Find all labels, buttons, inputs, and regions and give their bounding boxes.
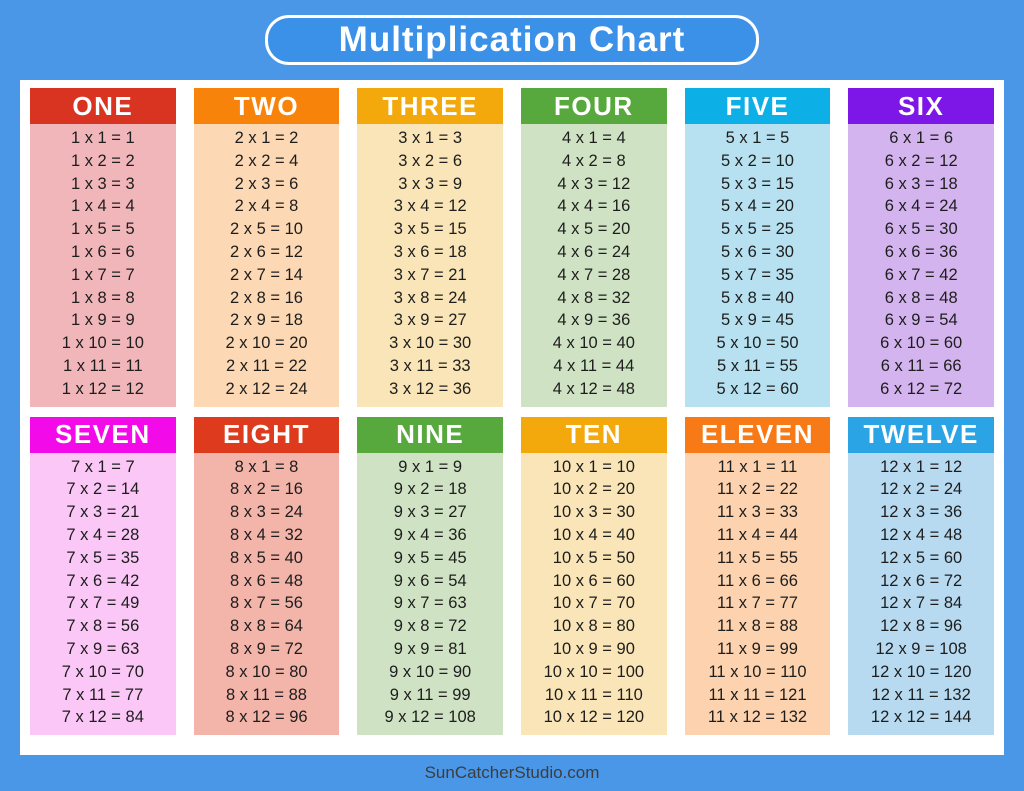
fact-row: 2 x 2 = 4 (234, 151, 299, 170)
fact-row: 4 x 11 = 44 (553, 356, 635, 375)
fact-row: 5 x 8 = 40 (721, 288, 794, 307)
table-body-three (357, 124, 503, 407)
fact-row: 7 x 5 = 35 (66, 548, 140, 567)
fact-row: 1 x 1 = 1 (70, 129, 135, 147)
fact-row: 1 x 4 = 4 (70, 197, 135, 216)
fact-row: 9 x 11 = 99 (389, 685, 471, 704)
fact-row: 10 x 1 = 10 (552, 457, 635, 476)
fact-row: 7 x 10 = 70 (61, 662, 144, 681)
fact-row: 7 x 8 = 56 (66, 617, 140, 636)
table-header-nine: NINE (357, 417, 503, 453)
fact-row: 2 x 7 = 14 (230, 265, 303, 284)
table-body-six (848, 124, 994, 407)
fact-row: 12 x 12 = 144 (870, 708, 972, 727)
fact-row: 12 x 4 = 48 (880, 525, 963, 544)
fact-row: 7 x 6 = 42 (66, 571, 140, 590)
table-body-two (194, 124, 340, 407)
fact-row: 12 x 11 = 132 (871, 685, 971, 704)
fact-row: 8 x 10 = 80 (225, 662, 308, 681)
fact-row: 7 x 12 = 84 (61, 708, 144, 727)
fact-row: 2 x 3 = 6 (234, 174, 299, 193)
fact-row: 4 x 9 = 36 (557, 311, 631, 330)
fact-row: 2 x 12 = 24 (225, 379, 308, 398)
fact-row: 3 x 2 = 6 (398, 151, 463, 170)
fact-row: 4 x 12 = 48 (552, 379, 635, 398)
table-body-four (521, 124, 667, 407)
fact-row: 5 x 12 = 60 (716, 379, 799, 398)
fact-row: 2 x 1 = 2 (234, 129, 299, 147)
fact-row: 2 x 4 = 8 (234, 197, 299, 216)
fact-row: 2 x 11 = 22 (226, 356, 307, 375)
fact-row: 6 x 8 = 48 (884, 288, 958, 307)
fact-row: 1 x 9 = 9 (70, 311, 135, 330)
fact-row: 3 x 6 = 18 (393, 242, 467, 261)
fact-row: 5 x 6 = 30 (721, 242, 794, 261)
fact-row: 12 x 3 = 36 (880, 503, 963, 522)
fact-row: 1 x 5 = 5 (70, 220, 135, 239)
fact-row: 8 x 2 = 16 (230, 480, 303, 499)
fact-row: 4 x 8 = 32 (557, 288, 631, 307)
fact-row: 5 x 9 = 45 (721, 311, 794, 330)
fact-row: 3 x 8 = 24 (393, 288, 467, 307)
table-header-seven: SEVEN (30, 417, 176, 453)
fact-row: 7 x 3 = 21 (66, 503, 140, 522)
fact-row: 4 x 4 = 16 (557, 197, 631, 216)
fact-row: 9 x 5 = 45 (393, 548, 467, 567)
fact-row: 9 x 2 = 18 (393, 480, 467, 499)
fact-row: 8 x 6 = 48 (230, 571, 303, 590)
fact-row: 11 x 8 = 88 (717, 617, 798, 636)
fact-row: 1 x 2 = 2 (70, 151, 135, 170)
fact-row: 11 x 9 = 99 (717, 639, 798, 658)
fact-row: 8 x 8 = 64 (230, 617, 303, 636)
fact-row: 5 x 7 = 35 (721, 265, 794, 284)
fact-row: 10 x 12 = 120 (543, 708, 645, 727)
fact-row: 5 x 1 = 5 (725, 129, 790, 147)
fact-row: 9 x 9 = 81 (393, 639, 467, 658)
fact-row: 5 x 5 = 25 (721, 220, 794, 239)
fact-row: 4 x 5 = 20 (557, 220, 631, 239)
table-column-twelve (848, 417, 994, 736)
table-header-eight: EIGHT (194, 417, 340, 453)
fact-row: 3 x 11 = 33 (389, 356, 471, 375)
table-body-five (685, 124, 831, 407)
fact-row: 7 x 7 = 49 (66, 594, 140, 613)
fact-row: 8 x 5 = 40 (230, 548, 303, 567)
fact-row: 12 x 9 = 108 (875, 639, 967, 658)
fact-row: 9 x 6 = 54 (393, 571, 467, 590)
fact-row: 6 x 5 = 30 (884, 220, 958, 239)
table-column-eleven (685, 417, 831, 736)
fact-row: 6 x 7 = 42 (884, 265, 958, 284)
fact-row: 4 x 1 = 4 (561, 129, 626, 147)
fact-row: 2 x 5 = 10 (230, 220, 303, 239)
fact-row: 12 x 1 = 12 (880, 457, 963, 476)
fact-row: 12 x 5 = 60 (880, 548, 963, 567)
fact-row: 11 x 2 = 22 (717, 480, 798, 499)
fact-row: 4 x 10 = 40 (552, 334, 635, 353)
fact-row: 1 x 3 = 3 (70, 174, 135, 193)
fact-row: 11 x 1 = 11 (717, 457, 798, 476)
fact-row: 6 x 10 = 60 (880, 334, 963, 353)
fact-row: 1 x 10 = 10 (61, 334, 144, 353)
fact-row: 5 x 10 = 50 (716, 334, 799, 353)
fact-row: 3 x 1 = 3 (398, 129, 463, 147)
table-body-nine (357, 453, 503, 736)
table-header-eleven: ELEVEN (685, 417, 831, 453)
fact-row: 6 x 9 = 54 (884, 311, 958, 330)
fact-row: 3 x 9 = 27 (393, 311, 467, 330)
table-header-twelve: TWELVE (848, 417, 994, 453)
fact-row: 12 x 2 = 24 (880, 480, 963, 499)
fact-row: 9 x 4 = 36 (393, 525, 467, 544)
fact-row: 10 x 4 = 40 (552, 525, 635, 544)
fact-row: 4 x 2 = 8 (561, 151, 626, 170)
fact-row: 9 x 8 = 72 (393, 617, 467, 636)
fact-row: 9 x 10 = 90 (389, 662, 472, 681)
fact-row: 7 x 1 = 7 (70, 457, 135, 476)
fact-row: 7 x 9 = 63 (66, 639, 140, 658)
table-header-three: THREE (357, 88, 503, 124)
fact-row: 7 x 4 = 28 (66, 525, 140, 544)
fact-row: 11 x 7 = 77 (717, 594, 798, 613)
table-header-five: FIVE (685, 88, 831, 124)
fact-row: 3 x 3 = 9 (398, 174, 463, 193)
table-column-seven (30, 417, 176, 736)
fact-row: 3 x 10 = 30 (389, 334, 472, 353)
table-body-ten (521, 453, 667, 736)
fact-row: 6 x 2 = 12 (884, 151, 958, 170)
fact-row: 10 x 11 = 110 (544, 685, 643, 704)
fact-row: 11 x 6 = 66 (717, 571, 798, 590)
table-header-two: TWO (194, 88, 340, 124)
fact-row: 3 x 7 = 21 (393, 265, 467, 284)
fact-row: 9 x 7 = 63 (393, 594, 467, 613)
title-bar (0, 0, 1024, 80)
fact-row: 10 x 5 = 50 (552, 548, 635, 567)
fact-row: 2 x 9 = 18 (230, 311, 303, 330)
fact-row: 10 x 8 = 80 (552, 617, 635, 636)
fact-row: 6 x 6 = 36 (884, 242, 958, 261)
fact-row: 6 x 3 = 18 (884, 174, 958, 193)
fact-row: 8 x 4 = 32 (230, 525, 303, 544)
fact-row: 2 x 10 = 20 (225, 334, 308, 353)
chart-panel (20, 80, 1004, 755)
fact-row: 10 x 9 = 90 (552, 639, 635, 658)
tables-grid (30, 88, 994, 735)
fact-row: 3 x 5 = 15 (393, 220, 467, 239)
fact-row: 11 x 4 = 44 (717, 525, 798, 544)
fact-row: 8 x 9 = 72 (230, 639, 303, 658)
fact-row: 1 x 7 = 7 (70, 265, 135, 284)
fact-row: 1 x 8 = 8 (70, 288, 135, 307)
fact-row: 5 x 11 = 55 (717, 356, 798, 375)
fact-row: 7 x 2 = 14 (66, 480, 140, 499)
fact-row: 8 x 12 = 96 (225, 708, 308, 727)
table-body-eleven (685, 453, 831, 736)
page-title: Multiplication Chart (338, 20, 686, 59)
fact-row: 12 x 6 = 72 (880, 571, 963, 590)
fact-row: 10 x 10 = 100 (543, 662, 645, 681)
fact-row: 5 x 4 = 20 (721, 197, 794, 216)
fact-row: 3 x 12 = 36 (389, 379, 472, 398)
table-column-nine (357, 417, 503, 736)
fact-row: 4 x 3 = 12 (557, 174, 631, 193)
fact-row: 9 x 1 = 9 (398, 457, 463, 476)
fact-row: 5 x 3 = 15 (721, 174, 794, 193)
table-body-eight (194, 453, 340, 736)
fact-row: 7 x 11 = 77 (62, 685, 144, 704)
fact-row: 6 x 11 = 66 (880, 356, 962, 375)
fact-row: 10 x 3 = 30 (552, 503, 635, 522)
fact-row: 8 x 1 = 8 (234, 457, 299, 476)
table-header-six: SIX (848, 88, 994, 124)
fact-row: 8 x 3 = 24 (230, 503, 303, 522)
fact-row: 11 x 10 = 110 (708, 662, 807, 681)
table-column-three (357, 88, 503, 407)
fact-row: 9 x 3 = 27 (393, 503, 467, 522)
table-body-one (30, 124, 176, 407)
table-column-four (521, 88, 667, 407)
title-box (265, 15, 759, 65)
fact-row: 6 x 1 = 6 (889, 129, 954, 147)
fact-row: 6 x 12 = 72 (880, 379, 963, 398)
table-column-two (194, 88, 340, 407)
fact-row: 1 x 11 = 11 (63, 356, 143, 375)
table-body-seven (30, 453, 176, 736)
fact-row: 8 x 7 = 56 (230, 594, 303, 613)
fact-row: 10 x 7 = 70 (552, 594, 635, 613)
fact-row: 3 x 4 = 12 (393, 197, 467, 216)
fact-row: 5 x 2 = 10 (721, 151, 794, 170)
table-column-six (848, 88, 994, 407)
table-column-ten (521, 417, 667, 736)
fact-row: 4 x 7 = 28 (557, 265, 631, 284)
fact-row: 12 x 10 = 120 (870, 662, 972, 681)
fact-row: 9 x 12 = 108 (384, 708, 476, 727)
footer-credit: SunCatcherStudio.com (424, 763, 600, 782)
fact-row: 4 x 6 = 24 (557, 242, 631, 261)
fact-row: 10 x 2 = 20 (552, 480, 635, 499)
fact-row: 6 x 4 = 24 (884, 197, 958, 216)
fact-row: 11 x 12 = 132 (707, 708, 808, 727)
table-column-one (30, 88, 176, 407)
fact-row: 8 x 11 = 88 (226, 685, 307, 704)
table-header-four: FOUR (521, 88, 667, 124)
fact-row: 2 x 6 = 12 (230, 242, 303, 261)
fact-row: 2 x 8 = 16 (230, 288, 303, 307)
fact-row: 1 x 6 = 6 (70, 242, 135, 261)
fact-row: 12 x 8 = 96 (880, 617, 963, 636)
fact-row: 10 x 6 = 60 (552, 571, 635, 590)
table-column-eight (194, 417, 340, 736)
table-header-ten: TEN (521, 417, 667, 453)
fact-row: 12 x 7 = 84 (880, 594, 963, 613)
fact-row: 11 x 11 = 121 (708, 685, 807, 704)
fact-row: 11 x 5 = 55 (717, 548, 798, 567)
table-body-twelve (848, 453, 994, 736)
fact-row: 11 x 3 = 33 (717, 503, 798, 522)
fact-row: 1 x 12 = 12 (61, 379, 144, 398)
table-header-one: ONE (30, 88, 176, 124)
table-column-five (685, 88, 831, 407)
